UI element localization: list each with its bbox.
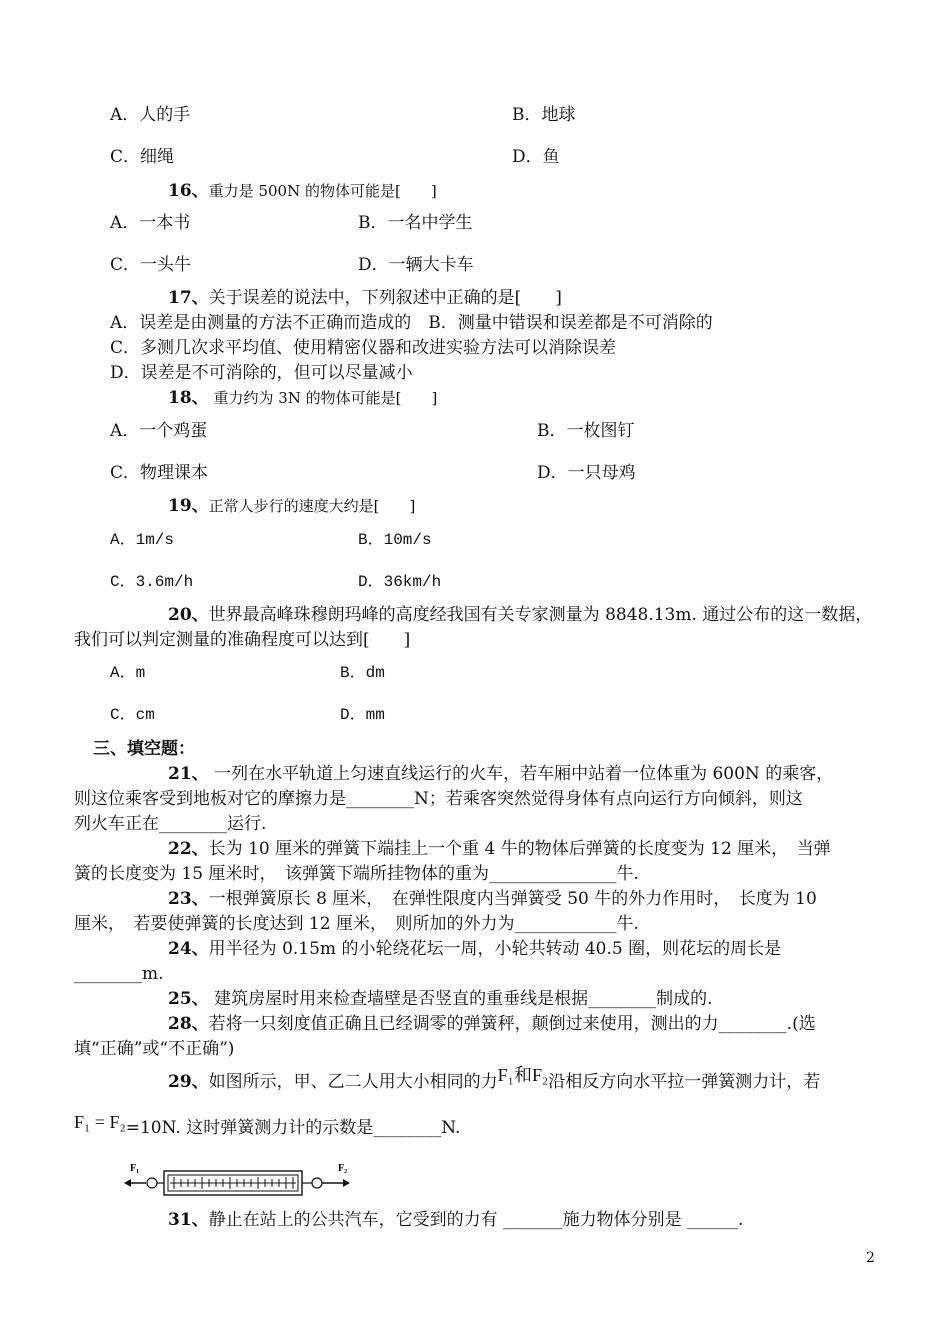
q17-option-c: C．多测几次求平均值、使用精密仪器和改进实验方法可以消除误差 xyxy=(110,338,617,358)
q29-line1 xyxy=(168,1065,821,1093)
question-text: 一列在水平轨道上匀速直线运行的火车，若车厢中站着一位体重为 600N 的乘客， xyxy=(208,764,834,784)
q15-option-b: B．地球 xyxy=(512,105,576,125)
force-equation: F₁ = F₂ xyxy=(74,1112,126,1132)
question-text: 重力是 500N 的物体可能是[ ] xyxy=(208,182,437,200)
q16-option-a: A．一本书 xyxy=(110,213,191,233)
left-ring-icon xyxy=(147,1178,157,1188)
q21-line3: 列火车正在________运行. xyxy=(74,814,267,834)
question-number: 28、 xyxy=(168,1014,209,1034)
q20-option-b: B．dm xyxy=(340,664,385,682)
q15-option-c: C．细绳 xyxy=(110,147,175,167)
question-number: 16、 xyxy=(168,181,209,201)
q21-line1 xyxy=(168,763,833,785)
q28-line2: 填“正确”或“不正确”) xyxy=(74,1039,235,1059)
q20-stem-line1 xyxy=(168,604,872,626)
q19-option-a: A．1m/s xyxy=(110,531,175,549)
question-number: 20、 xyxy=(168,605,209,625)
question-text: 关于误差的说法中，下列叙述中正确的是[ ] xyxy=(208,288,562,308)
q19-option-c: C．3.6m/h xyxy=(110,573,194,591)
section-heading: 三、填空题： xyxy=(93,739,195,759)
question-number: 25、 xyxy=(168,989,209,1009)
question-text: 重力约为 3N 的物体可能是[ ] xyxy=(208,389,438,407)
q28-line1 xyxy=(168,1013,816,1035)
q22-line1 xyxy=(168,838,831,860)
force-pair-formula: F₁和F₂ xyxy=(497,1065,549,1085)
q18-option-a: A．一个鸡蛋 xyxy=(110,421,208,441)
q31-line xyxy=(168,1209,743,1231)
question-text: 正常人步行的速度大约是[ ] xyxy=(208,497,416,515)
q16-option-c: C．一头牛 xyxy=(110,255,192,275)
q18-option-c: C．物理课本 xyxy=(110,463,209,483)
q20-option-a: A．m xyxy=(110,664,146,682)
page-number: 2 xyxy=(866,1250,875,1266)
q16-stem xyxy=(168,180,437,202)
q17-stem xyxy=(168,287,562,309)
question-text: 一根弹簧原长 8 厘米， 在弹性限度内当弹簧受 50 牛的外力作用时， 长度为 10 xyxy=(208,889,817,909)
question-text: 用半径为 0.15m 的小轮绕花坛一周，小轮共转动 40.5 圈，则花坛的周长是 xyxy=(208,939,782,959)
q18-option-b: B．一枚图钉 xyxy=(537,421,635,441)
q22-line2: 簧的长度变为 15 厘米时， 该弹簧下端所挂物体的重为_______________牛. xyxy=(74,864,639,884)
q23-line2: 厘米， 若要使弹簧的长度达到 12 厘米， 则所加的外力为____________牛. xyxy=(74,914,639,934)
question-text: 如图所示，甲、乙二人用大小相同的力 xyxy=(208,1072,498,1092)
question-number: 23、 xyxy=(168,889,209,909)
question-text: 若将一只刻度值正确且已经调零的弹簧秤，颠倒过来使用，测出的力________.(选 xyxy=(208,1014,816,1034)
q25-line xyxy=(168,988,712,1010)
question-number: 22、 xyxy=(168,839,209,859)
question-text: 世界最高峰珠穆朗玛峰的高度经我国有关专家测量为 8848.13m. 通过公布的这一数据， xyxy=(208,605,873,625)
q15-option-d: D．鱼 xyxy=(512,147,560,167)
q18-stem xyxy=(168,387,437,409)
q18-option-d: D．一只母鸡 xyxy=(537,463,636,483)
question-number: 31、 xyxy=(168,1210,209,1230)
q23-line1 xyxy=(168,888,817,910)
q24-line2: ________m. xyxy=(74,964,164,984)
q29-line2 xyxy=(74,1112,461,1139)
q20-option-c: C．cm xyxy=(110,706,155,724)
question-text: 静止在站上的公共汽车，它受到的力有 _______施力物体分别是 ______. xyxy=(208,1210,744,1230)
question-number: 24、 xyxy=(168,939,209,959)
q21-line2: 则这位乘客受到地板对它的摩擦力是________N；若乘客突然觉得身体有点向运行方向倾斜，则这 xyxy=(74,789,803,809)
q15-option-a: A．人的手 xyxy=(110,105,191,125)
q17-options-ab: A．误差是由测量的方法不正确而造成的 B．测量中错误和误差都是不可消除的 xyxy=(110,313,713,333)
q19-option-b: B．10m/s xyxy=(358,531,432,549)
right-hook-icon xyxy=(312,1178,322,1188)
q17-option-d: D．误差是不可消除的，但可以尽量减小 xyxy=(110,363,413,383)
question-number: 18、 xyxy=(168,388,209,408)
question-text: 长为 10 厘米的弹簧下端挂上一个重 4 牛的物体后弹簧的长度变为 12 厘米， 当弹 xyxy=(208,839,831,859)
q20-option-d: D．mm xyxy=(340,706,385,724)
q24-line1 xyxy=(168,938,781,960)
question-text: =10N. 这时弹簧测力计的示数是________N. xyxy=(125,1118,461,1138)
question-text: 沿相反方向水平拉一弹簧测力计，若 xyxy=(548,1072,821,1092)
question-number: 29、 xyxy=(168,1072,209,1092)
question-number: 21、 xyxy=(168,764,209,784)
figure-label-f1: F₁ xyxy=(130,1163,140,1174)
q20-stem-line2: 我们可以判定测量的准确程度可以达到[ ] xyxy=(74,630,411,650)
question-number: 19、 xyxy=(168,496,209,516)
question-number: 17、 xyxy=(168,288,209,308)
q19-stem xyxy=(168,495,415,517)
arrowhead-left-icon xyxy=(124,1179,131,1187)
spring-scale-figure xyxy=(118,1158,358,1198)
q16-option-b: B．一名中学生 xyxy=(358,213,473,233)
q19-option-d: D．36km/h xyxy=(358,573,442,591)
arrowhead-right-icon xyxy=(343,1179,350,1187)
figure-label-f2: F₂ xyxy=(338,1163,348,1174)
q16-option-d: D．一辆大卡车 xyxy=(358,255,474,275)
question-text: 建筑房屋时用来检查墙壁是否竖直的重垂线是根据________制成的. xyxy=(208,989,713,1009)
